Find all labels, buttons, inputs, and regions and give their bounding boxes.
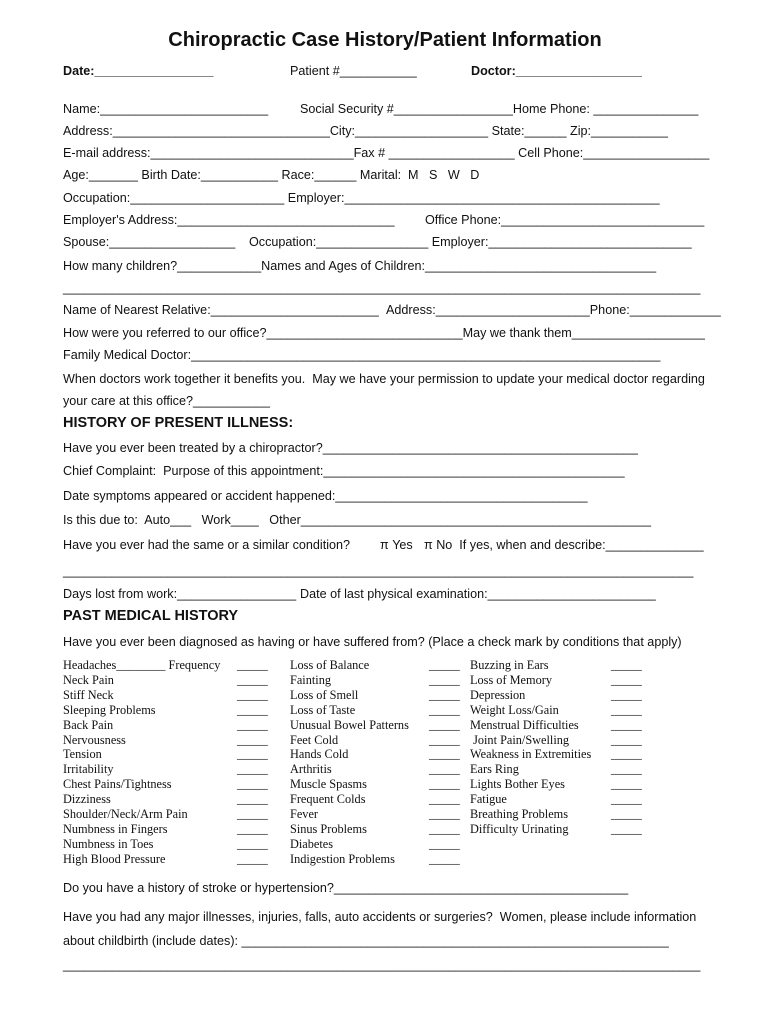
condition-label: Tension <box>63 747 102 762</box>
ssn-home-phone-field[interactable]: Social Security #_________________Home Phone: _______________ <box>300 102 699 116</box>
condition-label: Shoulder/Neck/Arm Pain <box>63 807 188 821</box>
condition-label: Buzzing in Ears <box>470 658 549 672</box>
chief-complaint-field[interactable]: Chief Complaint: Purpose of this appointment:___________________________________________ <box>63 464 625 478</box>
condition-label: Muscle Spasms <box>290 777 367 792</box>
condition-checkbox-blank[interactable]: _____ <box>429 658 460 672</box>
past-history-heading: PAST MEDICAL HISTORY <box>63 608 239 624</box>
present-illness-heading: HISTORY OF PRESENT ILLNESS: <box>63 415 294 431</box>
condition-checkbox-blank[interactable]: _____ <box>237 732 268 747</box>
major-illness-continued-line[interactable]: ___________________________________________________________________________________________ <box>63 958 701 972</box>
condition-checkbox-blank[interactable]: _____ <box>611 747 642 762</box>
condition-label: Back Pain <box>63 717 114 732</box>
treated-chiropractor-field[interactable]: Have you ever been treated by a chiropractor?_____________________________________________ <box>63 441 638 455</box>
occupation-employer-field[interactable]: Occupation:______________________ Employer:_____________________________________________ <box>63 191 660 205</box>
children-field[interactable]: How many children?____________Names and Ages of Children:_________________________________ <box>63 259 657 273</box>
condition-label: Stiff Neck <box>63 687 114 702</box>
condition-label: Lights Bother Eyes <box>470 777 565 792</box>
condition-label: Difficulty Urinating <box>470 821 569 836</box>
condition-checkbox-blank[interactable]: _____ <box>611 717 642 732</box>
major-illness-question: Have you had any major illnesses, injuries, falls, auto accidents or surgeries? Women, please include information <box>63 910 697 924</box>
condition-checkbox-blank[interactable]: _____ <box>237 762 268 777</box>
condition-label: Nervousness <box>63 732 126 747</box>
condition-checkbox-blank[interactable]: _____ <box>429 807 460 821</box>
no-checkbox-describe-field[interactable]: π No If yes, when and describe:______________ <box>424 538 704 552</box>
stroke-history-field[interactable]: Do you have a history of stroke or hypertension?__________________________________________ <box>63 881 629 895</box>
office-phone-field[interactable]: Office Phone:_____________________________ <box>425 213 705 227</box>
condition-checkbox-blank[interactable]: _____ <box>429 747 460 762</box>
condition-label: Numbness in Toes <box>63 836 154 851</box>
childbirth-field[interactable]: about childbirth (include dates): _____________________________________________________________ <box>63 934 669 948</box>
condition-label: Sleeping Problems <box>63 702 156 717</box>
family-doctor-field[interactable]: Family Medical Doctor:___________________________________________________________________ <box>63 348 661 362</box>
condition-checkbox-blank[interactable]: _____ <box>611 702 642 717</box>
referral-field[interactable]: How were you referred to our office?____________________________May we thank them___________________ <box>63 326 705 340</box>
condition-label: Headaches________ Frequency <box>63 658 221 672</box>
condition-checkbox-blank[interactable]: _____ <box>237 821 268 836</box>
condition-label: Loss of Smell <box>290 687 359 702</box>
doctor-field[interactable]: Doctor:__________________ <box>471 64 642 78</box>
condition-checkbox-blank[interactable]: _____ <box>429 821 460 836</box>
condition-checkbox-blank[interactable]: _____ <box>237 658 268 672</box>
condition-label: Chest Pains/Tightness <box>63 777 172 792</box>
condition-label: Arthritis <box>290 762 332 777</box>
condition-label: High Blood Pressure <box>63 851 166 866</box>
spouse-occupation-field[interactable]: Occupation:________________ Employer:_____________________________ <box>249 235 692 249</box>
patient-number-field[interactable]: Patient #___________ <box>290 64 417 78</box>
permission-text: When doctors work together it benefits you. May we have your permission to update your medical doctor regarding <box>63 372 705 386</box>
condition-checkbox-blank[interactable]: _____ <box>611 762 642 777</box>
condition-checkbox-blank[interactable]: _____ <box>429 777 460 792</box>
symptoms-date-field[interactable]: Date symptoms appeared or accident happened:____________________________________ <box>63 489 588 503</box>
condition-label: Sinus Problems <box>290 821 367 836</box>
condition-label: Loss of Taste <box>290 702 356 717</box>
condition-label: Joint Pain/Swelling <box>470 732 570 747</box>
condition-label: Numbness in Fingers <box>63 821 168 836</box>
page-title: Chiropractic Case History/Patient Information <box>168 29 602 51</box>
describe-continued-line[interactable]: __________________________________________________________________________________________ <box>63 564 694 578</box>
days-lost-field[interactable]: Days lost from work:_________________ <box>63 587 297 601</box>
condition-label: Hands Cold <box>290 747 349 762</box>
condition-label: Menstrual Difficulties <box>470 717 579 732</box>
condition-label: Dizziness <box>63 792 111 807</box>
age-birthdate-race-field[interactable]: Age:_______ Birth Date:___________ Race:______ Marital: <box>63 168 402 182</box>
nearest-relative-field[interactable]: Name of Nearest Relative:________________________ <box>63 303 379 317</box>
condition-checkbox-blank[interactable]: _____ <box>611 792 642 807</box>
condition-checkbox-blank[interactable]: _____ <box>429 717 460 732</box>
condition-label: Fainting <box>290 672 331 687</box>
condition-label: Neck Pain <box>63 672 114 687</box>
condition-label: Diabetes <box>290 836 334 851</box>
condition-label: Unusual Bowel Patterns <box>290 717 409 732</box>
permission-field[interactable]: your care at this office?___________ <box>63 394 271 408</box>
condition-label: Indigestion Problems <box>290 851 395 866</box>
condition-checkbox-blank[interactable]: _____ <box>611 732 642 747</box>
condition-checkbox-blank[interactable]: _____ <box>429 672 460 687</box>
condition-checkbox-blank[interactable]: _____ <box>237 851 268 866</box>
yes-checkbox[interactable]: π Yes <box>380 538 413 552</box>
condition-checkbox-blank[interactable]: _____ <box>237 672 268 687</box>
employer-address-field[interactable]: Employer's Address:_______________________________ <box>63 213 395 227</box>
condition-checkbox-blank[interactable]: _____ <box>611 672 642 687</box>
children-continued-line[interactable]: ___________________________________________________________________________________________ <box>63 281 701 295</box>
condition-checkbox-blank[interactable]: _____ <box>611 658 642 672</box>
condition-label: Fatigue <box>470 792 507 807</box>
email-fax-cell-field[interactable]: E-mail address:_____________________________Fax # __________________ Cell Phone:__________________ <box>63 146 710 160</box>
condition-checkbox-blank[interactable]: _____ <box>611 777 642 792</box>
relative-address-phone-field[interactable]: Address:______________________Phone:_____________ <box>386 303 721 317</box>
condition-label: Breathing Problems <box>470 807 569 821</box>
condition-checkbox-blank[interactable]: _____ <box>237 807 268 821</box>
marital-options[interactable]: M S W D <box>408 168 480 182</box>
condition-checkbox-blank[interactable]: _____ <box>237 687 268 702</box>
condition-label: Depression <box>470 687 526 702</box>
condition-label: Weight Loss/Gain <box>470 702 559 717</box>
address-field[interactable]: Address:_______________________________City:___________________ State:______ Zip:___________ <box>63 124 669 138</box>
condition-checkbox-blank[interactable]: _____ <box>237 792 268 807</box>
condition-checkbox-blank[interactable]: _____ <box>237 747 268 762</box>
condition-checkbox-blank[interactable]: _____ <box>429 762 460 777</box>
condition-checkbox-blank[interactable]: _____ <box>429 687 460 702</box>
condition-checkbox-blank[interactable]: _____ <box>429 836 460 851</box>
condition-label: Feet Cold <box>290 732 339 747</box>
condition-checkbox-blank[interactable]: _____ <box>429 702 460 717</box>
name-field[interactable]: Name:________________________ <box>63 102 269 116</box>
condition-checkbox-blank[interactable]: _____ <box>611 687 642 702</box>
past-history-intro: Have you ever been diagnosed as having or have suffered from? (Place a check mark by conditions that apply) <box>63 635 682 649</box>
condition-label: Frequent Colds <box>290 792 366 807</box>
condition-label: Loss of Memory <box>470 672 552 687</box>
similar-condition-question: Have you ever had the same or a similar condition? <box>63 538 351 552</box>
condition-checkbox-blank[interactable]: _____ <box>237 777 268 792</box>
last-physical-field[interactable]: Date of last physical examination:________________________ <box>300 587 656 601</box>
condition-label: Ears Ring <box>470 762 519 777</box>
condition-checkbox-blank[interactable]: _____ <box>237 717 268 732</box>
condition-checkbox-blank[interactable]: _____ <box>237 702 268 717</box>
condition-label: Fever <box>290 807 318 821</box>
cause-field[interactable]: Is this due to: Auto___ Work____ Other__________________________________________________ <box>63 513 651 527</box>
condition-label: Irritability <box>63 762 114 777</box>
condition-checkbox-blank[interactable]: _____ <box>611 807 642 821</box>
condition-checkbox-blank[interactable]: _____ <box>611 821 642 836</box>
spouse-field[interactable]: Spouse:__________________ <box>63 235 236 249</box>
condition-label: Loss of Balance <box>290 658 370 672</box>
date-field[interactable]: Date:_________________ <box>63 64 214 78</box>
condition-checkbox-blank[interactable]: _____ <box>429 851 460 866</box>
condition-checkbox-blank[interactable]: _____ <box>429 792 460 807</box>
condition-label: Weakness in Extremities <box>470 747 592 762</box>
condition-checkbox-blank[interactable]: _____ <box>429 732 460 747</box>
condition-checkbox-blank[interactable]: _____ <box>237 836 268 851</box>
